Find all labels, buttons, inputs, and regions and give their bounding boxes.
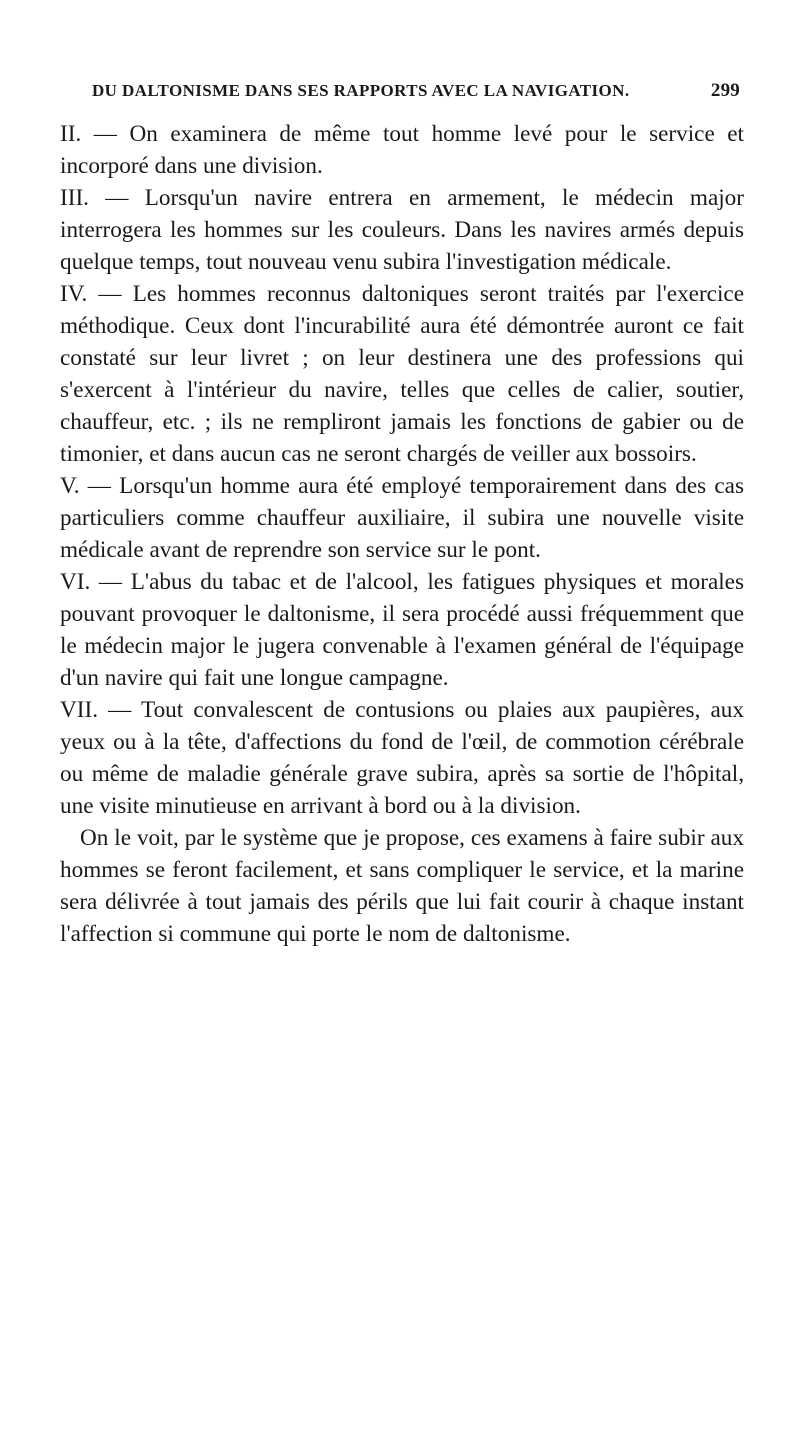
article-ii: II. — On examinera de même tout homme levé pour le service et incorporé dans une division. [60, 121, 744, 179]
conclusion-paragraph: On le voit, par le système que je propose, ces examens à faire subir aux hommes se feront facilement, et sans compliquer le service, et la marine sera délivrée à tout jamais des périls que lui fait courir à chaque instant l'affection si commune qui porte le nom de daltonisme. [60, 825, 744, 947]
article-vii: VII. — Tout convalescent de contusions ou plaies aux paupières, aux yeux ou à la tête, d'affections du fond de l'œil, de commotion cérébrale ou même de maladie générale grave subira, après sa sortie de l'hôpital, une visite minutieuse en arrivant à bord ou à la division. [60, 697, 744, 819]
running-head [92, 80, 740, 102]
article-v: V. — Lorsqu'un homme aura été employé temporairement dans des cas particuliers comme chauffeur auxiliaire, il subira une nouvelle visite médicale avant de reprendre son service sur le pont. [60, 473, 744, 563]
article-iv: IV. — Les hommes reconnus daltoniques seront traités par l'exercice méthodique. Ceux dont l'incurabilité aura été démontrée auront ce fait constaté sur leur livret ; on leur destinera une des professions qui s'exercent à l'intérieur du navire, telles que celles de calier, soutier, chauffeur, etc. ; ils ne rempliront jamais les fonctions de gabier ou de timonier, et dans aucun cas ne seront chargés de veiller aux bossoirs. [60, 281, 744, 467]
running-title: DU DALTONISME DANS SES RAPPORTS AVEC LA NAVIGATION. [92, 81, 630, 100]
article-iii: III. — Lorsqu'un navire entrera en armement, le médecin major interrogera les hommes sur les couleurs. Dans les navires armés depuis quelque temps, tout nouveau venu subira l'investigation médicale. [60, 185, 744, 275]
article-vi: VI. — L'abus du tabac et de l'alcool, les fatigues physiques et morales pouvant provoquer le daltonisme, il sera procédé aussi fréquemment que le médecin major le jugera convenable à l'examen général de l'équipage d'un navire qui fait une longue campagne. [60, 569, 744, 691]
page-number: 299 [710, 80, 740, 101]
body-text [60, 118, 744, 950]
